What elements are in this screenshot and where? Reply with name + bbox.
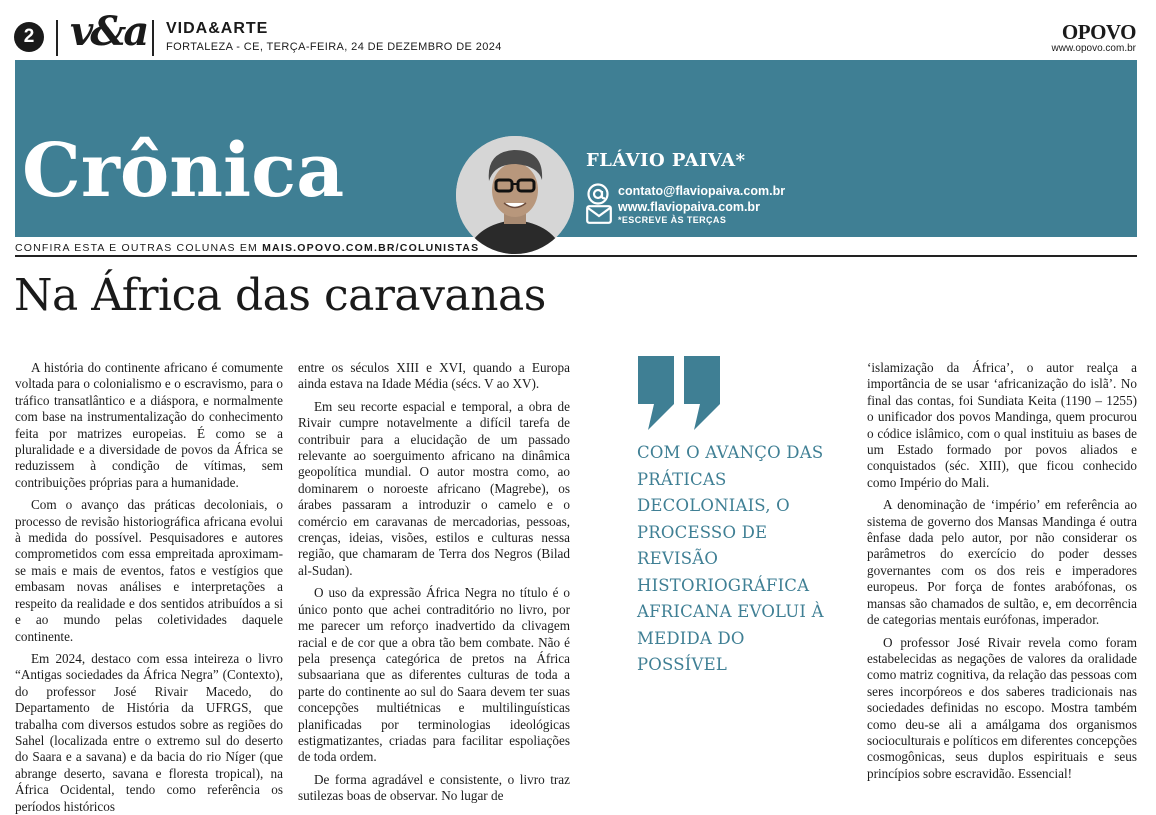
paragraph: ‘islamização da África’, o autor realça a importância de se usar ‘africanização do islã’. No final das contas, foi Sundiata Keita (1190 – 1255) o unificador dos povos Mandinga, quem procurou o códice islâmico, com o qual instituiu as bases de um Estado formado por povos aliados e conquistados (séc. XIII), que ficou conhecido como Império do Mali. <box>867 360 1137 490</box>
paragraph: O professor José Rivair revela como foram estabelecidas as negações de valores da oralidade como matriz cognitiva, da relação das pessoas com seres incorpóreos e dos saberes tradicionais nas sociedades definidas no escopo. Mostra também como deu-se ali a amálgama dos organismos socioculturais e políticos em diferentes concepções cosmogônicas, seus duplos espirituais e seus princípios sobre escravidão. Essencial! <box>867 634 1137 781</box>
page-number: 2 <box>14 22 44 52</box>
paragraph: De forma agradável e consistente, o livro traz sutilezas boas de observar. No lugar de <box>298 771 570 804</box>
author-website-link[interactable]: www.flaviopaiva.com.br <box>618 200 760 214</box>
author-photo-icon <box>456 136 574 254</box>
section-name: VIDA&ARTE <box>166 20 269 37</box>
author-avatar <box>456 136 574 254</box>
article-column-4 <box>867 360 1137 782</box>
envelope-icon <box>586 205 612 229</box>
header-divider <box>56 20 58 56</box>
quote-marks-icon <box>636 356 722 435</box>
more-columns-prefix: CONFIRA ESTA E OUTRAS COLUNAS EM <box>15 242 263 254</box>
paragraph: O uso da expressão África Negra no título é o único ponto que achei contraditório no livro, por me parecer um reforço inadvertido da clivagem racial e de cor que a obra tão bem combate. Não é pela presença categórica de pretos na África subsaariana que as diferentes culturas de toda a parte do continente ao sul do Saara devem ter suas concepções multiétnicas e multilinguísticas planificadas por terminologias ideológicas estigmatizantes, criadas para facilitar espoliações de toda ordem. <box>298 585 570 765</box>
header-divider <box>152 20 154 56</box>
article-headline: Na África das caravanas <box>14 270 546 321</box>
brand-logo: OPOVO <box>1061 20 1136 44</box>
dateline: FORTALEZA - CE, TERÇA-FEIRA, 24 DE DEZEMBRO DE 2024 <box>166 41 502 53</box>
paragraph: Com o avanço das práticas decoloniais, o processo de revisão historiográfica africana evolui à medida do possível. Pesquisadores e autores comprometidos com essa empreitada aproximam-se mais e mais de eventos, fatos e vestígios que embasam novas análises e interpretações a respeito da realidade e dos sentidos atribuídos a si e ao mundo pelas coletividades daquele continente. <box>15 497 283 644</box>
paragraph: Em 2024, destaco com essa inteireza o livro “Antigas sociedades da África Negra” (Contexto), do professor José Rivair Macedo, do Departamento de História da UFRGS, que trabalha com diversos estudos sobre as regiões do Sahel (localizada entre o extremo sul do deserto do Saara e a savana) e da bacia do rio Níger (que abrange deserto, savana e floresta tropical), na África Ocidental, tendo como referência os períodos históricos <box>15 650 283 814</box>
paragraph: entre os séculos XIII e XVI, quando a Europa ainda estava na Idade Média (sécs. V ao XV). <box>298 360 570 392</box>
author-email-link[interactable]: contato@flaviopaiva.com.br <box>618 184 786 198</box>
article-column-2 <box>298 360 570 805</box>
paragraph: A denominação de ‘império’ em referência ao sistema de governo dos Mansas Mandinga é outra ênfase dada pelo autor, por não considerar os parâmetros do exercício do poder desses governantes com os dos reis e imperadores europeus. Por força de fontes arabófonas, os mansas são chamados de sultão, e, em decorrência de categorias mentais eurófonas, imperador. <box>867 497 1137 628</box>
article-column-1 <box>15 360 283 815</box>
brand-site: www.opovo.com.br <box>1051 43 1136 54</box>
more-columns-link[interactable]: MAIS.OPOVO.COM.BR/COLUNISTAS <box>262 242 480 254</box>
paragraph: A história do continente africano é comumente voltada para o colonialismo e o escravismo, para o tráfico transatlântico e a diáspora, e normalmente com base na instrumentalização do conhecimento feita por matrizes europeias. É como se a pluralidade e a diversidade de povos da África se reduzissem à condição de vítimas, sem contribuições próprias para a humanidade. <box>15 360 283 490</box>
section-rule <box>15 255 1137 257</box>
author-schedule-note: *ESCREVE ÀS TERÇAS <box>618 215 727 225</box>
column-kicker: Crônica <box>22 128 345 214</box>
section-logo: v&a <box>70 8 147 55</box>
pull-quote: COM O AVANÇO DAS PRÁTICAS DECOLONIAIS, O PROCESSO DE REVISÃO HISTORIOGRÁFICA AFRICANA EVOLUI À MEDIDA DO POSSÍVEL <box>637 443 824 674</box>
paragraph: Em seu recorte espacial e temporal, a obra de Rivair cumpre notavelmente a difícil tarefa de contribuir para a elucidação de um passado relevante ao soerguimento africano na dinâmica geopolítica mundial. O autor mostra como, ao dominarem o noroeste africano (Magrebe), os árabes passaram a introduzir o camelo e o comércio em caravanas de mercadorias, pessoas, crenças, ideias, visões, estilos e culturas nessa região, que chamaram de Terra dos Negros (Bilad al-Sudan). <box>298 398 570 578</box>
author-name: FLÁVIO PAIVA* <box>586 150 746 171</box>
more-columns-line <box>15 242 479 254</box>
